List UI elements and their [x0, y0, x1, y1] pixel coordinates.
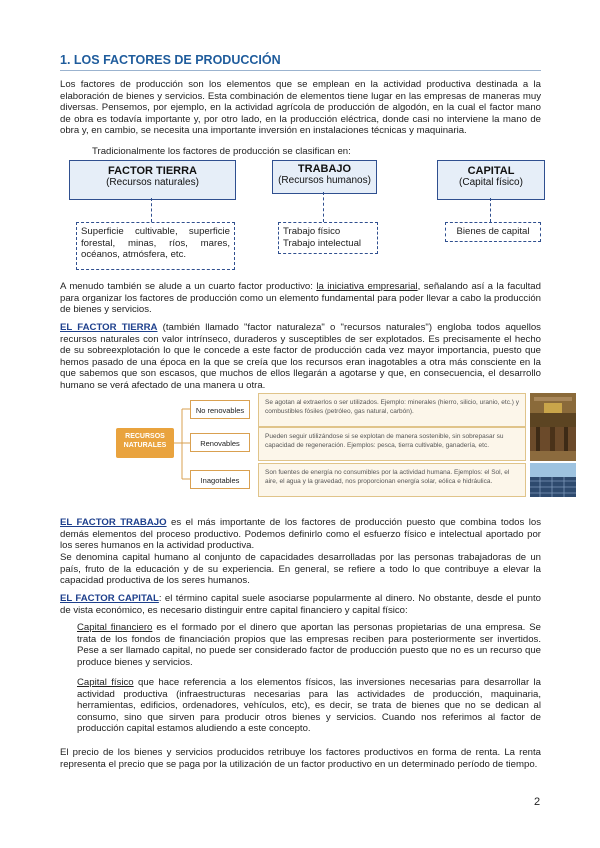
- capital-text: : el término capital suele asociarse popularmente al dinero. No obstante, desde el punto de vista económico, es necesario distinguir entre capital financiero y capital físico:: [60, 593, 541, 616]
- title-rule: [60, 70, 541, 71]
- capital-financiero-text: es el formado por el dinero que aportan las personas propietarias de una empresa. Se trata de los fondos de financiación propios que las empresas reciben para posteriormente ser invertidos. Pese a ser llamado capital, no puede ser considerado factor de producción puesto que no es un recurso que produce bienes y servicios.: [77, 622, 541, 668]
- capital-fisico-term: Capital físico: [77, 677, 134, 688]
- factor-trabajo-box: [272, 160, 377, 194]
- capital-financiero-term: Capital financiero: [77, 622, 153, 633]
- factor-trabajo-title: TRABAJO: [297, 163, 352, 175]
- trabajo-detail: [278, 222, 378, 254]
- intro-paragraph: Los factores de producción son los elementos que se emplean en la actividad productiva destinada a la elaboración de bienes y servicios. Esta combinación de elementos tiene lugar en las empresas de maneras muy diversas. Pensemos, por ejemplo, en la actividad agrícola de producción de algodón, en la cual el factor mano de obra es todavía importante y, por otro lado, en la producción eléctrica, donde casi no interviene la mano de obra y, en cambio, se necesita una importante inversión en instalaciones técnicas y maquinaria.: [60, 79, 541, 137]
- capital-detail: Bienes de capital: [445, 222, 541, 242]
- capital-paragraph: [60, 593, 541, 616]
- fourth-factor-paragraph: [60, 281, 541, 316]
- renovables-desc: Pueden seguir utilizándose si se explotan de manera sostenible, sin sobrepasar su capacidad de regeneración. Ejemplos: pesca, tierra cultivable, ganadería, etc.: [258, 427, 526, 461]
- no-renovables-label: No renovables: [190, 400, 250, 419]
- closing-paragraph: El precio de los bienes y servicios producidos retribuye los factores productivos en forma de renta. La renta representa el precio que se paga por la utilización de un factor productivo en un determinado período de tiempo.: [60, 747, 541, 770]
- factor-capital-link[interactable]: EL FACTOR CAPITAL: [60, 593, 159, 604]
- capital-connector: [490, 198, 491, 222]
- tierra-detail: Superficie cultivable, superficie forestal, minas, ríos, mares, océanos, atmósfera, etc.: [76, 222, 235, 270]
- factor-capital-subtitle: (Capital físico): [459, 177, 523, 188]
- factor-tierra-subtitle: (Recursos naturales): [106, 177, 199, 188]
- tierra-paragraph: [60, 322, 541, 392]
- mining-image: [530, 393, 576, 427]
- capital-fisico-paragraph: [77, 677, 541, 735]
- factor-trabajo-subtitle: (Recursos humanos): [278, 175, 371, 186]
- tierra-text: (también llamado "factor naturaleza" o "recursos naturales") engloba todos aquellos recursos naturales con valor intrínseco, duraderos y susceptibles de ser explotados. Es precisamente el hecho de su sobreexplotación lo que le concede a este factor de producción cada vez mayor importancia, puesto que hemos pasado de una época en la que se creía que los recursos eran inagotables a otra más consciente en la que sabemos que son escasos, que muchos de ellos llegarán a agotarse y que, en consecuencia, el desarrollo humano se verá afectado de una manera u otra.: [60, 322, 541, 391]
- factor-capital-box: [437, 160, 545, 200]
- tierra-connector: [151, 198, 152, 222]
- fourth-factor-pre: A menudo también se alude a un cuarto factor productivo:: [60, 281, 317, 292]
- factor-trabajo-link[interactable]: EL FACTOR TRABAJO: [60, 517, 167, 528]
- trabajo-text: es el más importante de los factores de producción puesto que combina todos los demás elementos del proceso productivo. Podemos definirlo como el esfuerzo físico e intelectual aportado por los seres humanos en la actividad productiva.: [60, 517, 541, 552]
- page-number: 2: [534, 796, 541, 808]
- factor-tierra-title: FACTOR TIERRA: [107, 165, 198, 177]
- trabajo-detail-line-1: Trabajo físico: [283, 226, 341, 237]
- inagotables-label: Inagotables: [190, 470, 250, 489]
- forest-image: [530, 427, 576, 461]
- iniciativa-empresarial-link[interactable]: la iniciativa empresarial: [316, 281, 418, 292]
- trabajo-detail-line-2: Trabajo intelectual: [283, 237, 362, 249]
- inagotables-desc: Son fuentes de energía no consumibles por la actividad humana. Ejemplos: el Sol, el aire, el agua y la gravedad, nos proporcionan energía solar, eólica e hidráulica.: [258, 463, 526, 497]
- no-renovables-desc: Se agotan al extraerlos o ser utilizados. Ejemplo: minerales (hierro, silicio, uranio, etc.) y combustibles fósiles (petróleo, gas natural, carbón).: [258, 393, 526, 427]
- trabajo-connector: [323, 192, 324, 222]
- trabajo-paragraph: [60, 517, 541, 552]
- fourth-factor-post: , señalando así a la facultad para organizar los factores de producción como un elemento fundamental para poder llevar a cabo la producción de bienes y servicios.: [60, 281, 541, 316]
- solar-panels-image: [530, 463, 576, 497]
- recursos-naturales-core: RECURSOS NATURALES: [116, 428, 174, 458]
- factor-capital-title: CAPITAL: [467, 165, 515, 177]
- renovables-label: Renovables: [190, 433, 250, 452]
- factor-tierra-box: [69, 160, 236, 200]
- factor-tierra-link[interactable]: EL FACTOR TIERRA: [60, 322, 158, 333]
- capital-humano-paragraph: Se denomina capital humano al conjunto de capacidades desarrolladas por las personas trabajadoras de un país, fruto de la educación y de su experiencia. En general, se refiere a todo lo que contribuye a elevar la capacidad productiva de los seres humanos.: [60, 552, 541, 587]
- capital-financiero-paragraph: [77, 622, 541, 668]
- section-title: 1. LOS FACTORES DE PRODUCCIÓN: [60, 53, 281, 67]
- classify-intro: Tradicionalmente los factores de producción se clasifican en:: [92, 146, 351, 157]
- capital-fisico-text: que hace referencia a los elementos físicos, las inversiones necesarias para desarrollar la actividad productiva (infraestructuras necesarias para las actividades de producción, maquinaria, herramientas, edificios, ordenadores, vehículos, etc), es decir, se trata de bienes que no se dedican al consumo, sino que sirven para producir otros bienes y servicios. Cuando nos referimos al factor de producción capital estamos aludiendo a este concepto.: [77, 677, 541, 735]
